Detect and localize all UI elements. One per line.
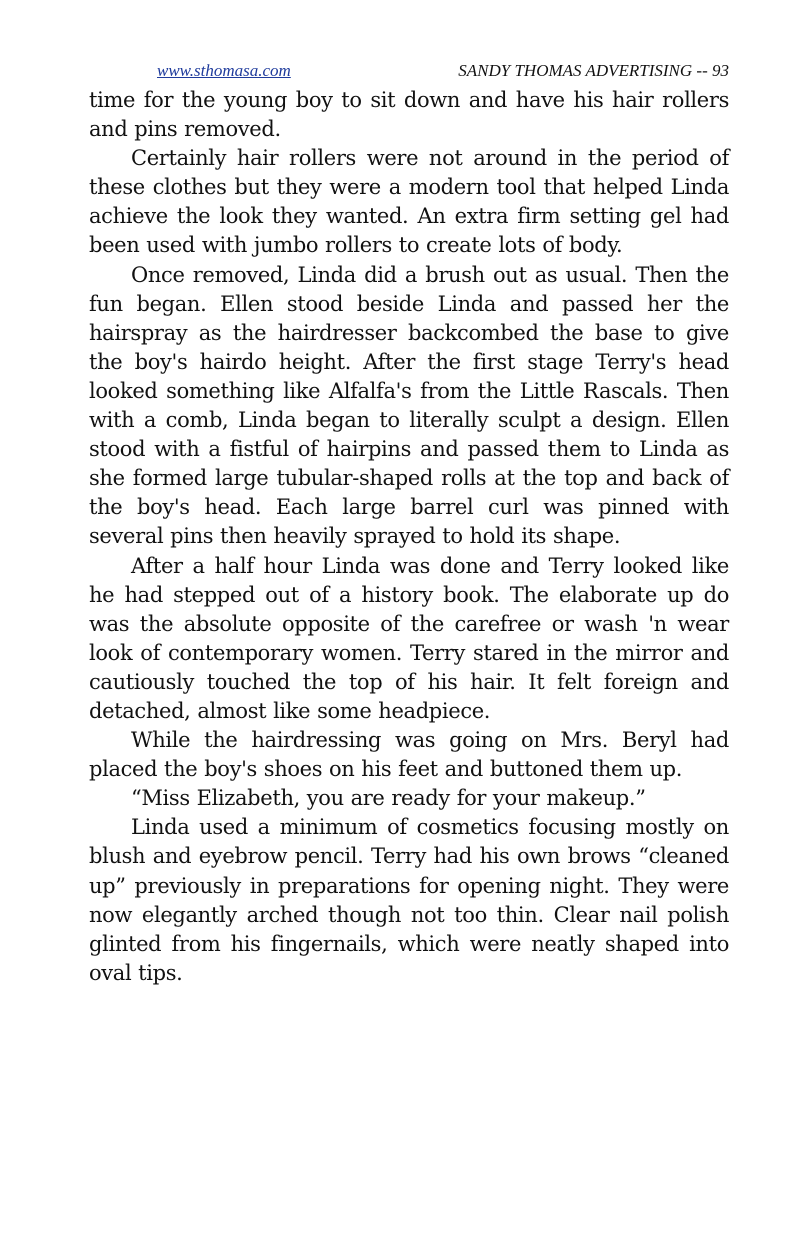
paragraph-2: Certainly hair rollers were not around in the period of these clothes but they were a modern tool that helped Linda achieve the look they wanted. An extra firm setting gel had been used with jumbo rollers to create lots of body. bbox=[89, 146, 729, 258]
running-header bbox=[89, 58, 729, 86]
paragraph-4: After a half hour Linda was done and Terry looked like he had stepped out of a history book. The elaborate up do was the absolute opposite of the carefree or wash 'n wear look of contemporary women. Terry stared in the mirror and cautiously touched the top of his hair. It felt foreign and detached, almost like some headpiece. bbox=[89, 553, 729, 723]
website-link[interactable]: www.sthomasa.com bbox=[157, 61, 291, 80]
header-title: SANDY THOMAS ADVERTISING -- 93 bbox=[458, 61, 729, 80]
paragraph-6: “Miss Elizabeth, you are ready for your makeup.” bbox=[131, 786, 646, 811]
body-text bbox=[89, 86, 729, 988]
paragraph-3: Once removed, Linda did a brush out as usual. Then the fun began. Ellen stood beside Linda and passed her the hairspray as the hairdresser backcombed the base to give the boy's hairdo height. After the first stage Terry's head looked something like Alfalfa's from the Little Rascals. Then with a comb, Linda began to literally sculpt a design. Ellen stood with a fistful of hairpins and passed them to Linda as she formed large tubular-shaped rolls at the top and back of the boy's head. Each large barrel curl was pinned with several pins then heavily sprayed to hold its shape. bbox=[89, 262, 729, 549]
paragraph-1: time for the young boy to sit down and have his hair rollers and pins removed. bbox=[89, 88, 729, 142]
book-page bbox=[89, 58, 729, 988]
paragraph-7: Linda used a minimum of cosmetics focusing mostly on blush and eyebrow pencil. Terry had his own brows “cleaned up” previously in preparations for opening night. They were now elegantly arched though not too thin. Clear nail polish glinted from his fingernails, which were neatly shaped into oval tips. bbox=[89, 815, 729, 985]
paragraph-5: While the hairdressing was going on Mrs. Beryl had placed the boy's shoes on his feet and buttoned them up. bbox=[89, 728, 729, 782]
